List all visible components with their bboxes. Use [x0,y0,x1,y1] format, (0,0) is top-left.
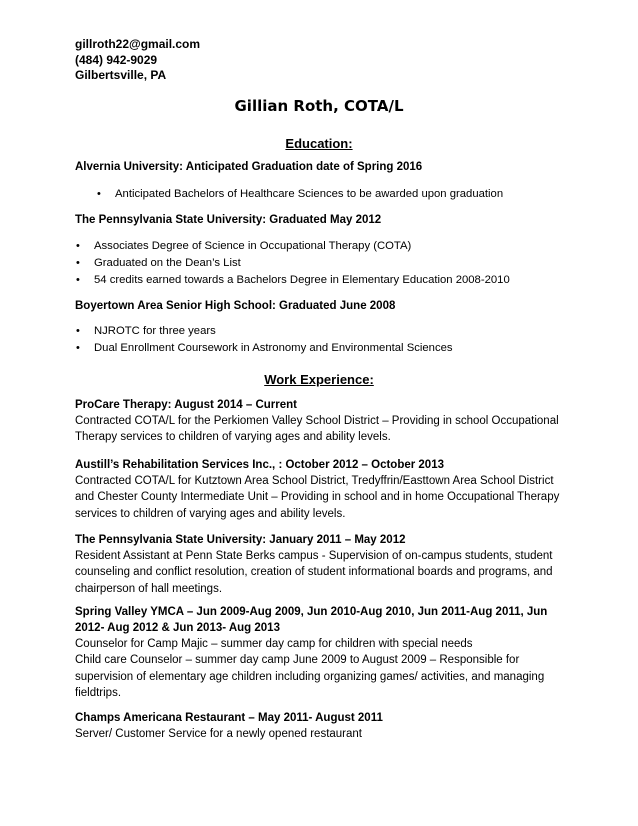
job-ymca-desc [75,636,575,701]
school-alvernia-title: Alvernia University: Anticipated Graduation date of Spring 2016 [75,161,423,173]
list-item: • Dual Enrollment Coursework in Astronomy and Environmental Sciences [76,340,566,357]
job-title-line: Spring Valley YMCA – Jun 2009-Aug 2009, Jun 2010-Aug 2010, Jun 2011-Aug 2011, Jun [75,606,548,618]
school-boyertown-title: Boyertown Area Senior High School: Graduated June 2008 [75,300,396,312]
list-item: • Associates Degree of Science in Occupational Therapy (COTA) [76,238,566,255]
school-pennstate-title: The Pennsylvania State University: Graduated May 2012 [75,214,382,226]
job-line: chairperson of hall meetings. [75,582,223,595]
job-line: and Chester County Intermediate Unit – Providing in school and in home Occupational Therapy [75,491,560,504]
job-line: Server/ Customer Service for a newly opened restaurant [75,728,362,740]
contact-phone: (484) 942-9029 [75,52,158,67]
job-austill-desc [75,473,575,522]
job-line: services to children of varying ages and ability levels. [75,507,346,520]
work-heading: Work Experience: [264,372,374,387]
job-procare-title: ProCare Therapy: August 2014 – Current [75,399,297,411]
job-title-line: 2012- Aug 2012 & Jun 2013- Aug 2013 [75,622,280,634]
job-line: fieldtrips. [75,686,122,699]
job-line: Resident Assistant at Penn State Berks campus - Supervision of on-campus students, student [75,550,553,562]
job-austill-title: Austill’s Rehabilitation Services Inc., : October 2012 – October 2013 [75,459,444,471]
education-heading: Education: [285,136,353,151]
job-procare-desc [75,413,575,446]
job-pennstate-desc [75,548,575,597]
applicant-name: Gillian Roth, COTA/L [234,97,404,115]
job-line: Contracted COTA/L for Kutztown Area School District, Tredyffrin/Easttown Area School District [75,475,554,487]
school-boyertown-bullets [76,323,566,357]
job-champs-desc [75,726,575,742]
job-ymca-title [75,604,575,636]
job-pennstate-title: The Pennsylvania State University: January 2011 – May 2012 [75,534,406,546]
list-item: • 54 credits earned towards a Bachelors Degree in Elementary Education 2008-2010 [76,272,566,289]
job-champs-title: Champs Americana Restaurant – May 2011- August 2011 [75,712,383,724]
job-line: Contracted COTA/L for the Perkiomen Valley School District – Providing in school Occupational [75,415,559,427]
school-alvernia-bullets [97,186,567,203]
job-line: Therapy services to children of varying ages and ability levels. [75,431,391,444]
contact-email[interactable]: gillroth22@gmail.com [75,37,201,51]
job-line: Child care Counselor – summer day camp June 2009 to August 2009 – Responsible for [75,654,520,667]
list-item: • Anticipated Bachelors of Healthcare Sciences to be awarded upon graduation [97,186,567,203]
job-line: supervision of elementary age children including organizing games/ activities, and managing [75,670,545,683]
job-line: counseling and conflict resolution, creation of student informational boards and programs, and [75,566,553,579]
job-line: Counselor for Camp Majic – summer day camp for children with special needs [75,638,473,650]
school-pennstate-bullets [76,238,566,289]
contact-block [75,37,200,84]
contact-location: Gilbertsville, PA [75,68,167,82]
list-item: • Graduated on the Dean’s List [76,255,566,272]
list-item: • NJROTC for three years [76,323,566,340]
